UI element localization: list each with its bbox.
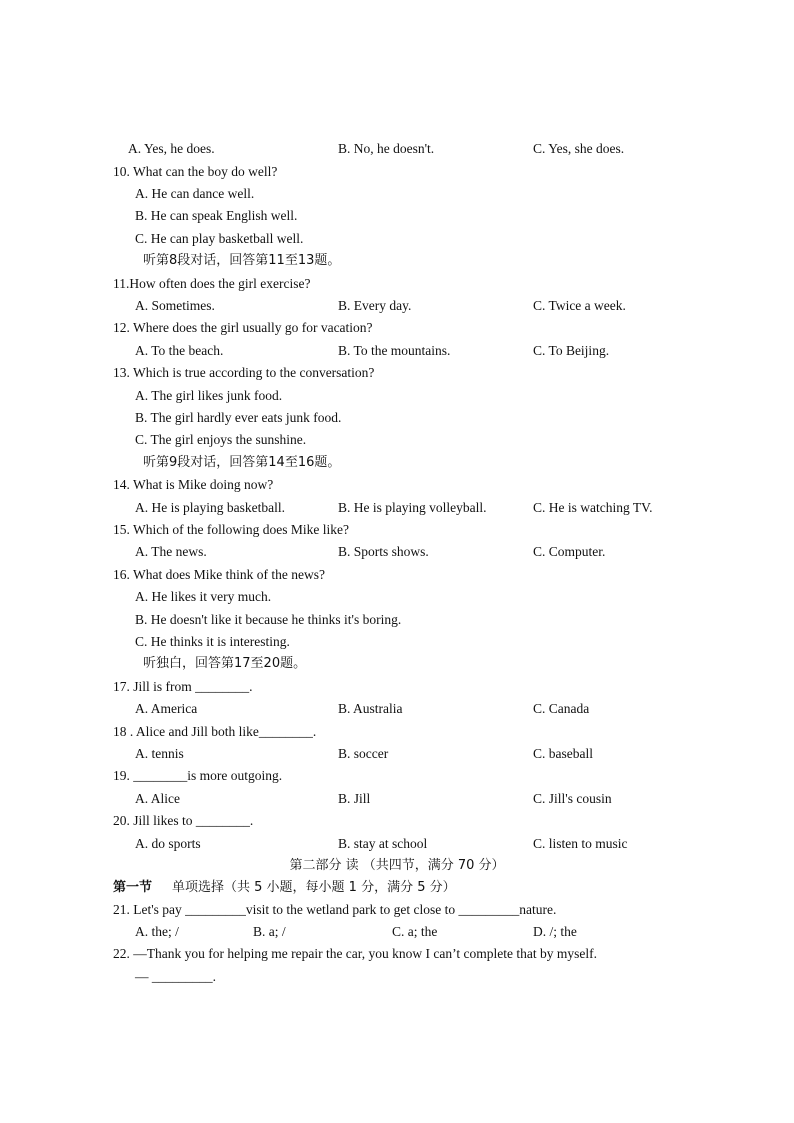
text-segment: C. The girl enjoys the sunshine.	[135, 432, 307, 447]
text-line	[0, 653, 794, 675]
text-segment: B. soccer	[338, 746, 389, 761]
text-segment: 21. Let's pay _________visit to the wetland park to get close to _________nature.	[113, 902, 557, 917]
text-line	[0, 833, 794, 855]
text-segment: 11.How often does the girl exercise?	[113, 276, 311, 291]
text-segment: 15. Which of the following does Mike like?	[113, 522, 349, 537]
text-segment: A. do sports	[135, 836, 201, 851]
text-segment: B. He can speak English well.	[135, 208, 298, 223]
text-segment: A. Yes, he does.	[128, 141, 215, 156]
text-line	[0, 541, 794, 563]
text-line	[0, 788, 794, 810]
text-segment: 第一节	[113, 880, 153, 895]
text-segment: A. America	[135, 701, 198, 716]
text-segment: B. He is playing volleyball.	[338, 500, 487, 515]
text-segment: C. Twice a week.	[533, 298, 626, 313]
text-segment: B. To the mountains.	[338, 343, 451, 358]
text-segment: C. baseball	[533, 746, 593, 761]
text-line	[0, 183, 794, 205]
text-line	[0, 250, 794, 272]
text-line	[0, 161, 794, 183]
text-line	[0, 810, 794, 832]
text-line	[0, 474, 794, 496]
text-segment: B. stay at school	[338, 836, 428, 851]
text-segment: 12. Where does the girl usually go for vacation?	[113, 320, 373, 335]
text-segment: 16. What does Mike think of the news?	[113, 567, 325, 582]
text-segment: C. He thinks it is interesting.	[135, 634, 290, 649]
section-heading-line	[0, 855, 794, 877]
text-segment: 14. What is Mike doing now?	[113, 477, 274, 492]
text-segment: D. /; the	[533, 924, 577, 939]
text-segment: C. Computer.	[533, 544, 606, 559]
text-segment: C. Canada	[533, 701, 590, 716]
text-line	[0, 743, 794, 765]
text-segment: A. To the beach.	[135, 343, 224, 358]
text-line	[0, 676, 794, 698]
text-line	[0, 340, 794, 362]
text-segment: A. The news.	[135, 544, 207, 559]
text-segment: 单项选择（共 5 小题，每小题 1 分，满分 5 分）	[172, 880, 456, 895]
text-line	[0, 943, 794, 965]
text-line	[0, 921, 794, 943]
text-segment: B. Sports shows.	[338, 544, 429, 559]
text-segment: A. He is playing basketball.	[135, 500, 285, 515]
text-line	[0, 205, 794, 227]
text-segment: A. The girl likes junk food.	[135, 388, 283, 403]
text-segment: A. Alice	[135, 791, 180, 806]
text-line	[0, 586, 794, 608]
text-segment: C. To Beijing.	[533, 343, 610, 358]
text-line	[0, 138, 794, 160]
text-segment: C. Jill's cousin	[533, 791, 612, 806]
text-line	[0, 452, 794, 474]
text-line	[0, 765, 794, 787]
text-line	[0, 273, 794, 295]
text-segment: C. listen to music	[533, 836, 628, 851]
text-segment: 22. —Thank you for helping me repair the car, you know I can’t complete that by myself.	[113, 946, 597, 961]
text-line	[0, 631, 794, 653]
text-line	[0, 966, 794, 988]
text-segment: A. tennis	[135, 746, 184, 761]
text-segment: 19. ________is more outgoing.	[113, 768, 283, 783]
text-segment: 18 . Alice and Jill both like________.	[113, 724, 317, 739]
text-segment: C. Yes, she does.	[533, 141, 625, 156]
text-segment: 20. Jill likes to ________.	[113, 813, 254, 828]
text-segment: B. Every day.	[338, 298, 412, 313]
text-segment: B. Jill	[338, 791, 371, 806]
text-line	[0, 407, 794, 429]
text-segment: B. He doesn't like it because he thinks it's boring.	[135, 612, 402, 627]
text-line	[0, 899, 794, 921]
text-line	[0, 429, 794, 451]
text-segment: B. No, he doesn't.	[338, 141, 435, 156]
text-segment: C. He can play basketball well.	[135, 231, 304, 246]
text-line	[0, 317, 794, 339]
text-segment: C. a; the	[392, 924, 438, 939]
text-line	[0, 385, 794, 407]
text-segment: 17. Jill is from ________.	[113, 679, 253, 694]
text-line	[0, 877, 794, 899]
text-segment: B. The girl hardly ever eats junk food.	[135, 410, 342, 425]
text-line	[0, 362, 794, 384]
text-line	[0, 519, 794, 541]
text-segment: B. a; /	[253, 924, 286, 939]
text-segment: 10. What can the boy do well?	[113, 164, 278, 179]
text-segment: 听第8段对话，回答第11至13题。	[143, 253, 341, 268]
text-segment: — _________.	[135, 969, 216, 984]
text-line	[0, 609, 794, 631]
text-line	[0, 721, 794, 743]
text-segment: A. He can dance well.	[135, 186, 255, 201]
text-segment: A. He likes it very much.	[135, 589, 272, 604]
section-heading: 第二部分 读 （共四节，满分 70 分）	[289, 858, 505, 873]
text-segment: C. He is watching TV.	[533, 500, 653, 515]
text-segment: A. Sometimes.	[135, 298, 215, 313]
text-segment: B. Australia	[338, 701, 403, 716]
text-line	[0, 228, 794, 250]
text-segment: 听独白，回答第17至20题。	[143, 656, 307, 671]
text-line	[0, 698, 794, 720]
text-segment: A. the; /	[135, 924, 179, 939]
text-line	[0, 497, 794, 519]
text-segment: 听第9段对话，回答第14至16题。	[143, 455, 341, 470]
text-segment: 13. Which is true according to the conversation?	[113, 365, 375, 380]
text-line	[0, 295, 794, 317]
text-line	[0, 564, 794, 586]
